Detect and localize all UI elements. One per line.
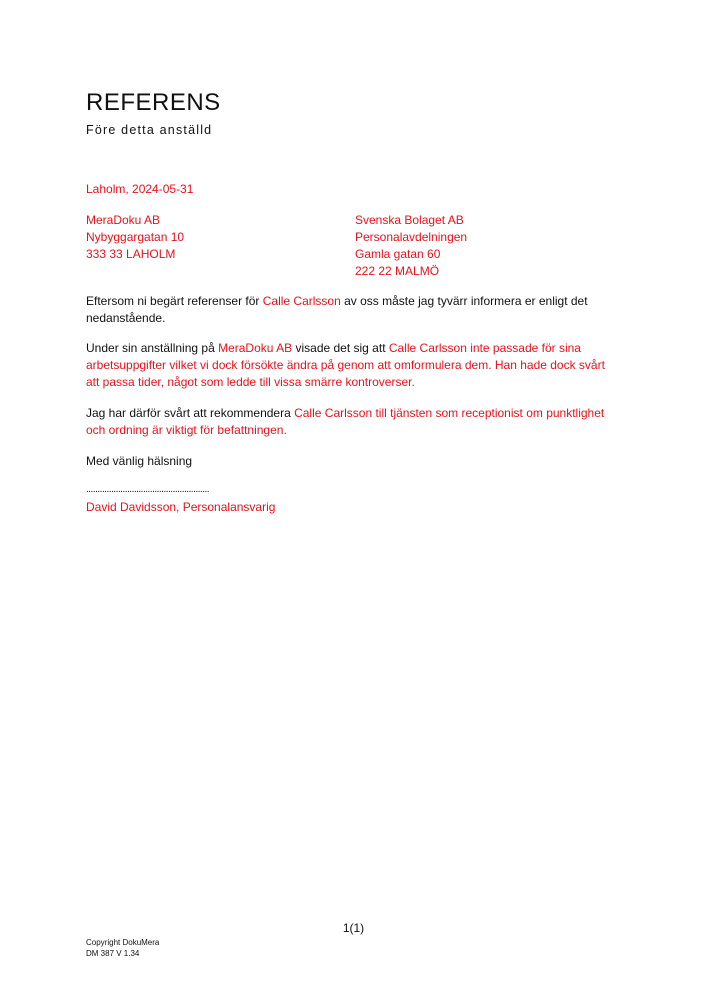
- recommendation-detail: Calle Carlsson till tjänsten som receptionist om punktlighet och ordning är viktigt för befattningen.: [86, 406, 605, 437]
- sender-company: MeraDoku AB: [86, 213, 161, 227]
- employment-assessment: Calle Carlsson inte passade för sina arbetsuppgifter vilket vi dock försökte ändra på genom att omformulera dem. Han hade dock svårt att passa tider, något som ledde till vissa smärre kontroverser.: [86, 341, 605, 389]
- footer-copyright: Copyright DokuMera: [86, 938, 160, 947]
- sender-address: [86, 212, 184, 263]
- document-footer: [86, 937, 159, 959]
- signature-line: ......................................................: [86, 484, 210, 495]
- recipient-postal: 222 22 MALMÖ: [355, 264, 440, 278]
- paragraph-request-text-a: Eftersom ni begärt referenser för: [86, 294, 263, 308]
- document-subtitle: Före detta anställd: [86, 123, 213, 137]
- recipient-street: Gamla gatan 60: [355, 247, 441, 261]
- paragraph-employment-text-a: Under sin anställning på: [86, 341, 219, 355]
- page-number: 1(1): [342, 921, 365, 935]
- recipient-department: Personalavdelningen: [355, 230, 468, 244]
- recipient-address: [355, 212, 467, 280]
- document-title: REFERENS: [86, 89, 221, 116]
- recipient-company: Svenska Bolaget AB: [355, 213, 464, 227]
- paragraph-recommendation-text-a: Jag har därför svårt att rekommendera: [86, 406, 295, 420]
- paragraph-employment-text-c: visade det sig att: [292, 341, 389, 355]
- closing-greeting: Med vänlig hälsning: [86, 454, 193, 468]
- employer-name: MeraDoku AB: [218, 341, 293, 355]
- footer-version: DM 387 V 1.34: [86, 949, 140, 958]
- letter-date: Laholm, 2024-05-31: [86, 182, 194, 196]
- signer-name: David Davidsson, Personalansvarig: [86, 500, 276, 514]
- sender-postal: 333 33 LAHOLM: [86, 247, 176, 261]
- sender-street: Nybyggargatan 10: [86, 230, 185, 244]
- candidate-name: Calle Carlsson: [262, 294, 341, 308]
- paragraph-request-text-c: av oss måste jag tyvärr informera er enligt det nedanstående.: [86, 294, 588, 325]
- paragraph-employment: [86, 340, 616, 391]
- paragraph-recommendation: [86, 405, 616, 439]
- paragraph-request: [86, 293, 616, 327]
